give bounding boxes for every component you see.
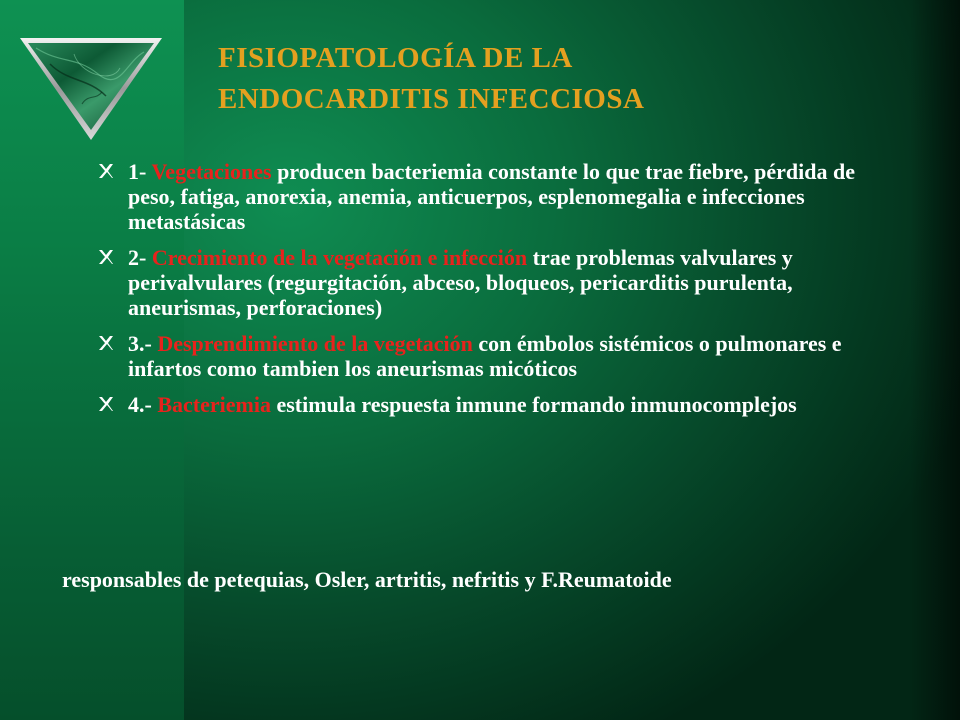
bullet-item	[98, 245, 888, 320]
marble-triangle-icon	[16, 34, 166, 144]
title-line-1: FISIOPATOLOGÍA DE LA	[218, 42, 573, 74]
bullet-highlight: Bacteriemia	[157, 392, 271, 417]
bullet-text: trae problemas valvulares y perivalvulares (regurgitación, abceso, bloqueos, pericarditis purulenta, aneurismas, perforaciones)	[128, 245, 793, 320]
bullet-item	[98, 159, 888, 234]
bullet-text: con émbolos sistémicos o pulmonares e infartos como tambien los aneurismas micóticos	[128, 331, 842, 381]
bullet-prefix: 2-	[128, 245, 152, 270]
bullet-list	[98, 159, 888, 428]
bullet-text: estimula respuesta inmune formando inmunocomplejos	[270, 392, 797, 417]
checkmark-arrow-icon	[98, 395, 114, 413]
bullet-highlight: Vegetaciones	[151, 159, 272, 184]
bullet-prefix: 1-	[128, 159, 152, 184]
bullet-highlight: Desprendimiento de la vegetación	[157, 331, 473, 356]
bullet-item	[98, 392, 888, 417]
bullet-prefix: 3.-	[128, 331, 158, 356]
checkmark-arrow-icon	[98, 334, 114, 352]
bullet-prefix: 4.-	[128, 392, 158, 417]
bullet-highlight: Crecimiento de la vegetación e infección	[151, 245, 528, 270]
bullet-text: producen bacteriemia constante lo que trae fiebre, pérdida de peso, fatiga, anorexia, anemia, anticuerpos, esplenomegalia e infecciones metastásicas	[128, 159, 855, 234]
title-line-2: ENDOCARDITIS INFECCIOSA	[218, 83, 645, 115]
checkmark-arrow-icon	[98, 248, 114, 266]
slide-title	[218, 38, 918, 120]
bullet-item	[98, 331, 888, 381]
footer-text: responsables de petequias, Osler, artritis, nefritis y F.Reumatoide	[62, 567, 672, 592]
checkmark-arrow-icon	[98, 162, 114, 180]
